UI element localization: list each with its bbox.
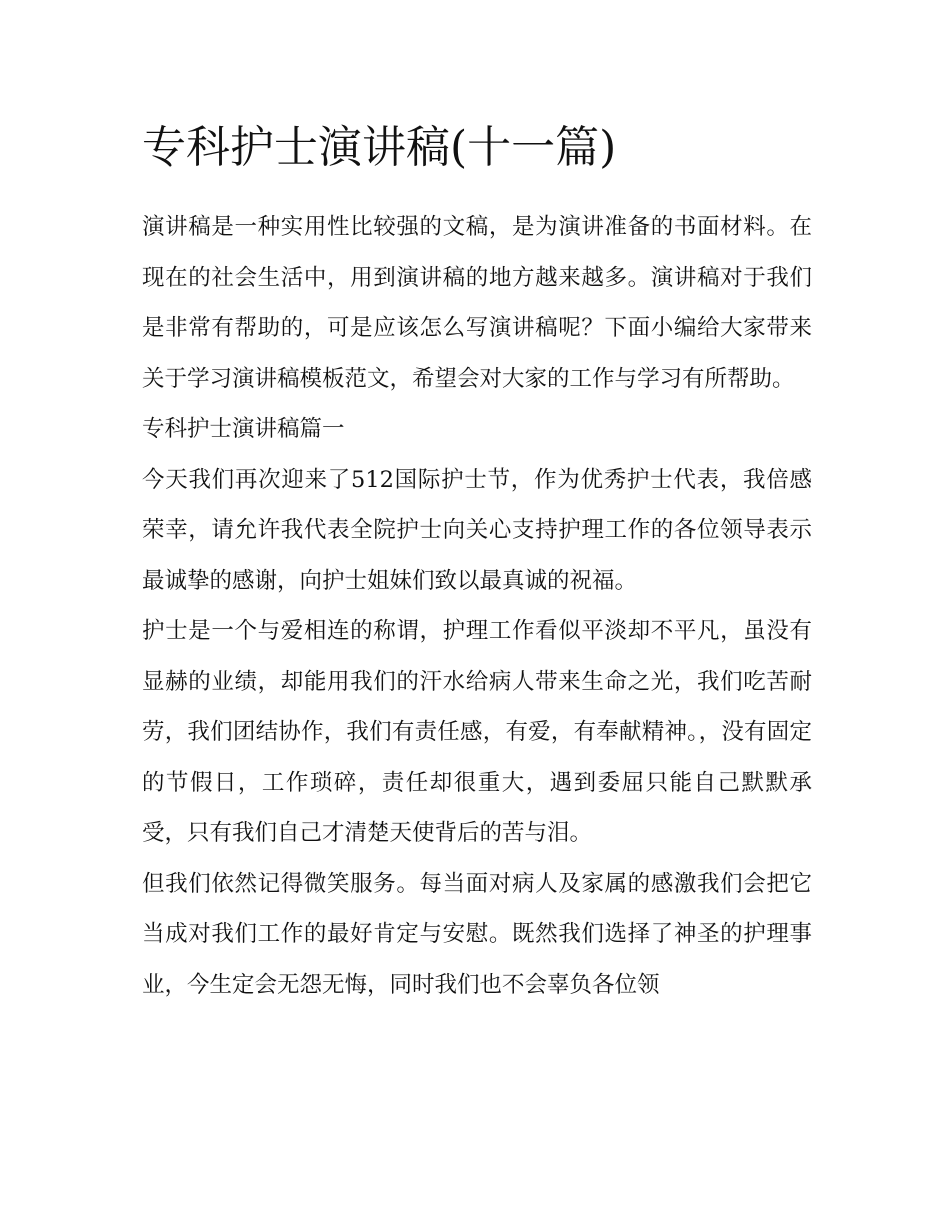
document-title: 专科护士演讲稿(十一篇) (142, 122, 617, 173)
document-content (142, 118, 812, 1010)
document-body (142, 202, 812, 1010)
section-heading: 专科护士演讲稿篇一 (142, 416, 345, 442)
paragraph: 护士是一个与爱相连的称谓，护理工作看似平淡却不平凡，虽没有显赫的业绩，却能用我们的汗水给病人带来生命之光，我们吃苦耐劳，我们团结协作，我们有责任感，有爱，有奉献精神。，没有固定的节假日，工作琐碎，责任却很重大，遇到委屈只能自己默默承受，只有我们自己才清楚天使背后的苦与泪。 (142, 618, 812, 846)
paragraph: 今天我们再次迎来了512国际护士节，作为优秀护士代表，我倍感荣幸，请允许我代表全院护士向关心支持护理工作的各位领导表示最诚挚的感谢，向护士姐妹们致以最真诚的祝福。 (142, 466, 812, 594)
paragraph-intro: 演讲稿是一种实用性比较强的文稿，是为演讲准备的书面材料。在现在的社会生活中，用到演讲稿的地方越来越多。演讲稿对于我们是非常有帮助的，可是应该怎么写演讲稿呢？下面小编给大家带来关于学习演讲稿模板范文，希望会对大家的工作与学习有所帮助。 (142, 214, 812, 392)
paragraph: 但我们依然记得微笑服务。每当面对病人及家属的感激我们会把它当成对我们工作的最好肯定与安慰。既然我们选择了神圣的护理事业，今生定会无怨无悔，同时我们也不会辜负各位领 (142, 870, 812, 998)
